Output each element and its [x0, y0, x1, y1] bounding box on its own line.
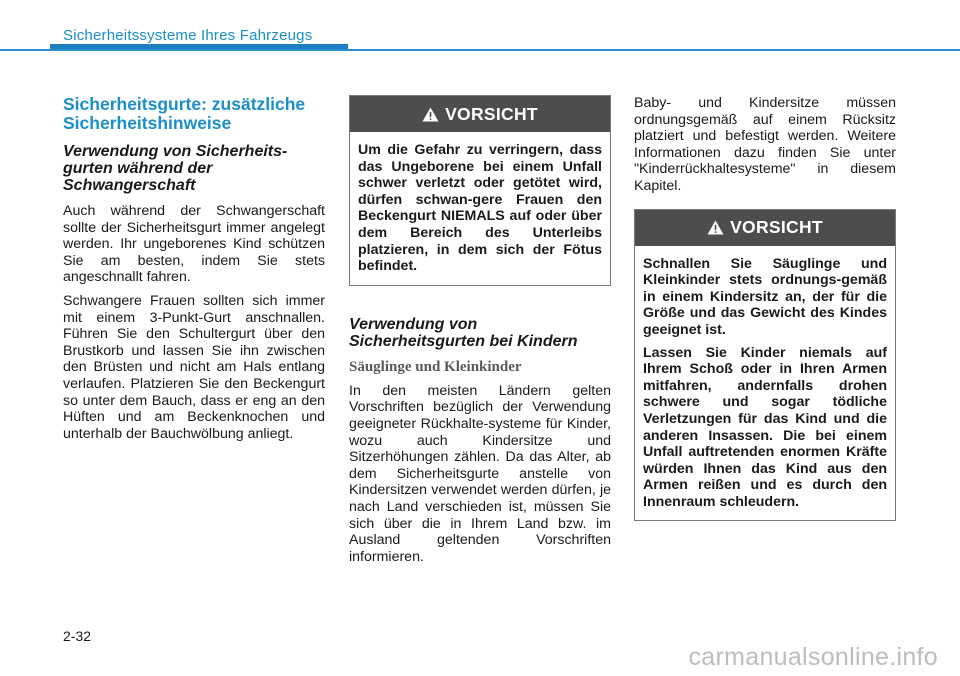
subheading-children: Verwendung von Sicherheitsgurten bei Kindern: [349, 315, 578, 350]
caution-body: [350, 132, 610, 285]
caution-header: [635, 210, 895, 246]
paragraph: Schwangere Frauen sollten sich immer mit einem 3-Punkt-Gurt anschnallen. Führen Sie den Schultergurt über den Brustkorb und lassen Sie ihn zwischen den Brüsten und nicht am Hals entlang verlaufen. Platzieren Sie den Beckengurt so unter dem Bauch, dass er eng an den Hüften und am Beckenknochen und unterhalb der Bauchwölbung anliegt.: [63, 292, 325, 442]
caution-label: VORSICHT: [730, 217, 823, 238]
running-header: Sicherheitssysteme Ihres Fahrzeugs: [63, 27, 313, 44]
paragraph: Baby- und Kindersitze müssen ordnungsgemäß auf einem Rücksitz platziert und befestigt werden. Weitere Informationen dazu finden Sie unter "Kinderrückhaltesysteme" in diesem Kapitel.: [634, 95, 896, 194]
paragraph: In den meisten Ländern gelten Vorschriften bezüglich der Verwendung geeigneter Rückhalte-systeme für Kinder, wozu auch Kindersitze und Sitzerhöhungen zählen. Da das Alter, ab dem Sicherheitsgurte anstelle von Kindersitzen verwendet werden dürfen, je nach Land verschieden ist, müssen Sie sich über die in Ihrem Land bzw. im Ausland geltenden Vorschriften informieren.: [349, 382, 611, 565]
caution-text: Um die Gefahr zu verringern, dass das Ungeborene bei einem Unfall schwer verletzt oder getötet wird, dürfen schwan-gere Frauen den Beckengurt NIEMALS auf oder über dem Bereich des Unterleibs platzieren, in dem sich der Fötus befindet.: [358, 142, 602, 275]
caution-text: Lassen Sie Kinder niemals auf Ihrem Schoß oder in Ihren Armen mitfahren, andernfalls drohen schwere und sogar tödliche Verletzungen für das Kind und die anderen Insassen. Die bei einem Unfall auftretenden enormen Kräfte würden Ihnen das Kind aus den Armen reißen und es durch den Innenraum schleudern.: [643, 344, 887, 510]
caution-text: Schnallen Sie Säuglinge und Kleinkinder stets ordnungs-gemäß in einem Kindersitz an, der für die Größe und das Gewicht des Kindes geeignet ist.: [643, 255, 887, 338]
header-rule: [0, 49, 960, 51]
caution-label: VORSICHT: [445, 103, 538, 124]
section-title: Sicherheitsgurte: zusätzliche Sicherheitshinweise: [63, 94, 306, 133]
watermark: carmanualsonline.info: [688, 643, 938, 671]
page-number: 2-32: [63, 628, 92, 644]
column-right: [634, 95, 896, 521]
caution-box-children: [634, 209, 896, 522]
column-middle: [349, 95, 611, 572]
subheading-pregnancy: Verwendung von Sicherheits-gurten während der Schwangerschaft: [63, 143, 288, 194]
caution-header: [350, 96, 610, 132]
caution-box-pregnancy: [349, 95, 611, 286]
caution-body: [635, 246, 895, 521]
column-left: [63, 95, 325, 449]
warning-triangle-icon: [422, 107, 439, 122]
minor-heading: Säuglinge und Kleinkinder: [349, 358, 522, 375]
warning-triangle-icon: [707, 220, 724, 235]
paragraph: Auch während der Schwangerschaft sollte der Sicherheitsgurt immer angelegt werden. Ihr ungeborenes Kind schützen Sie am besten, indem Sie stets angeschnallt fahren.: [63, 203, 325, 286]
